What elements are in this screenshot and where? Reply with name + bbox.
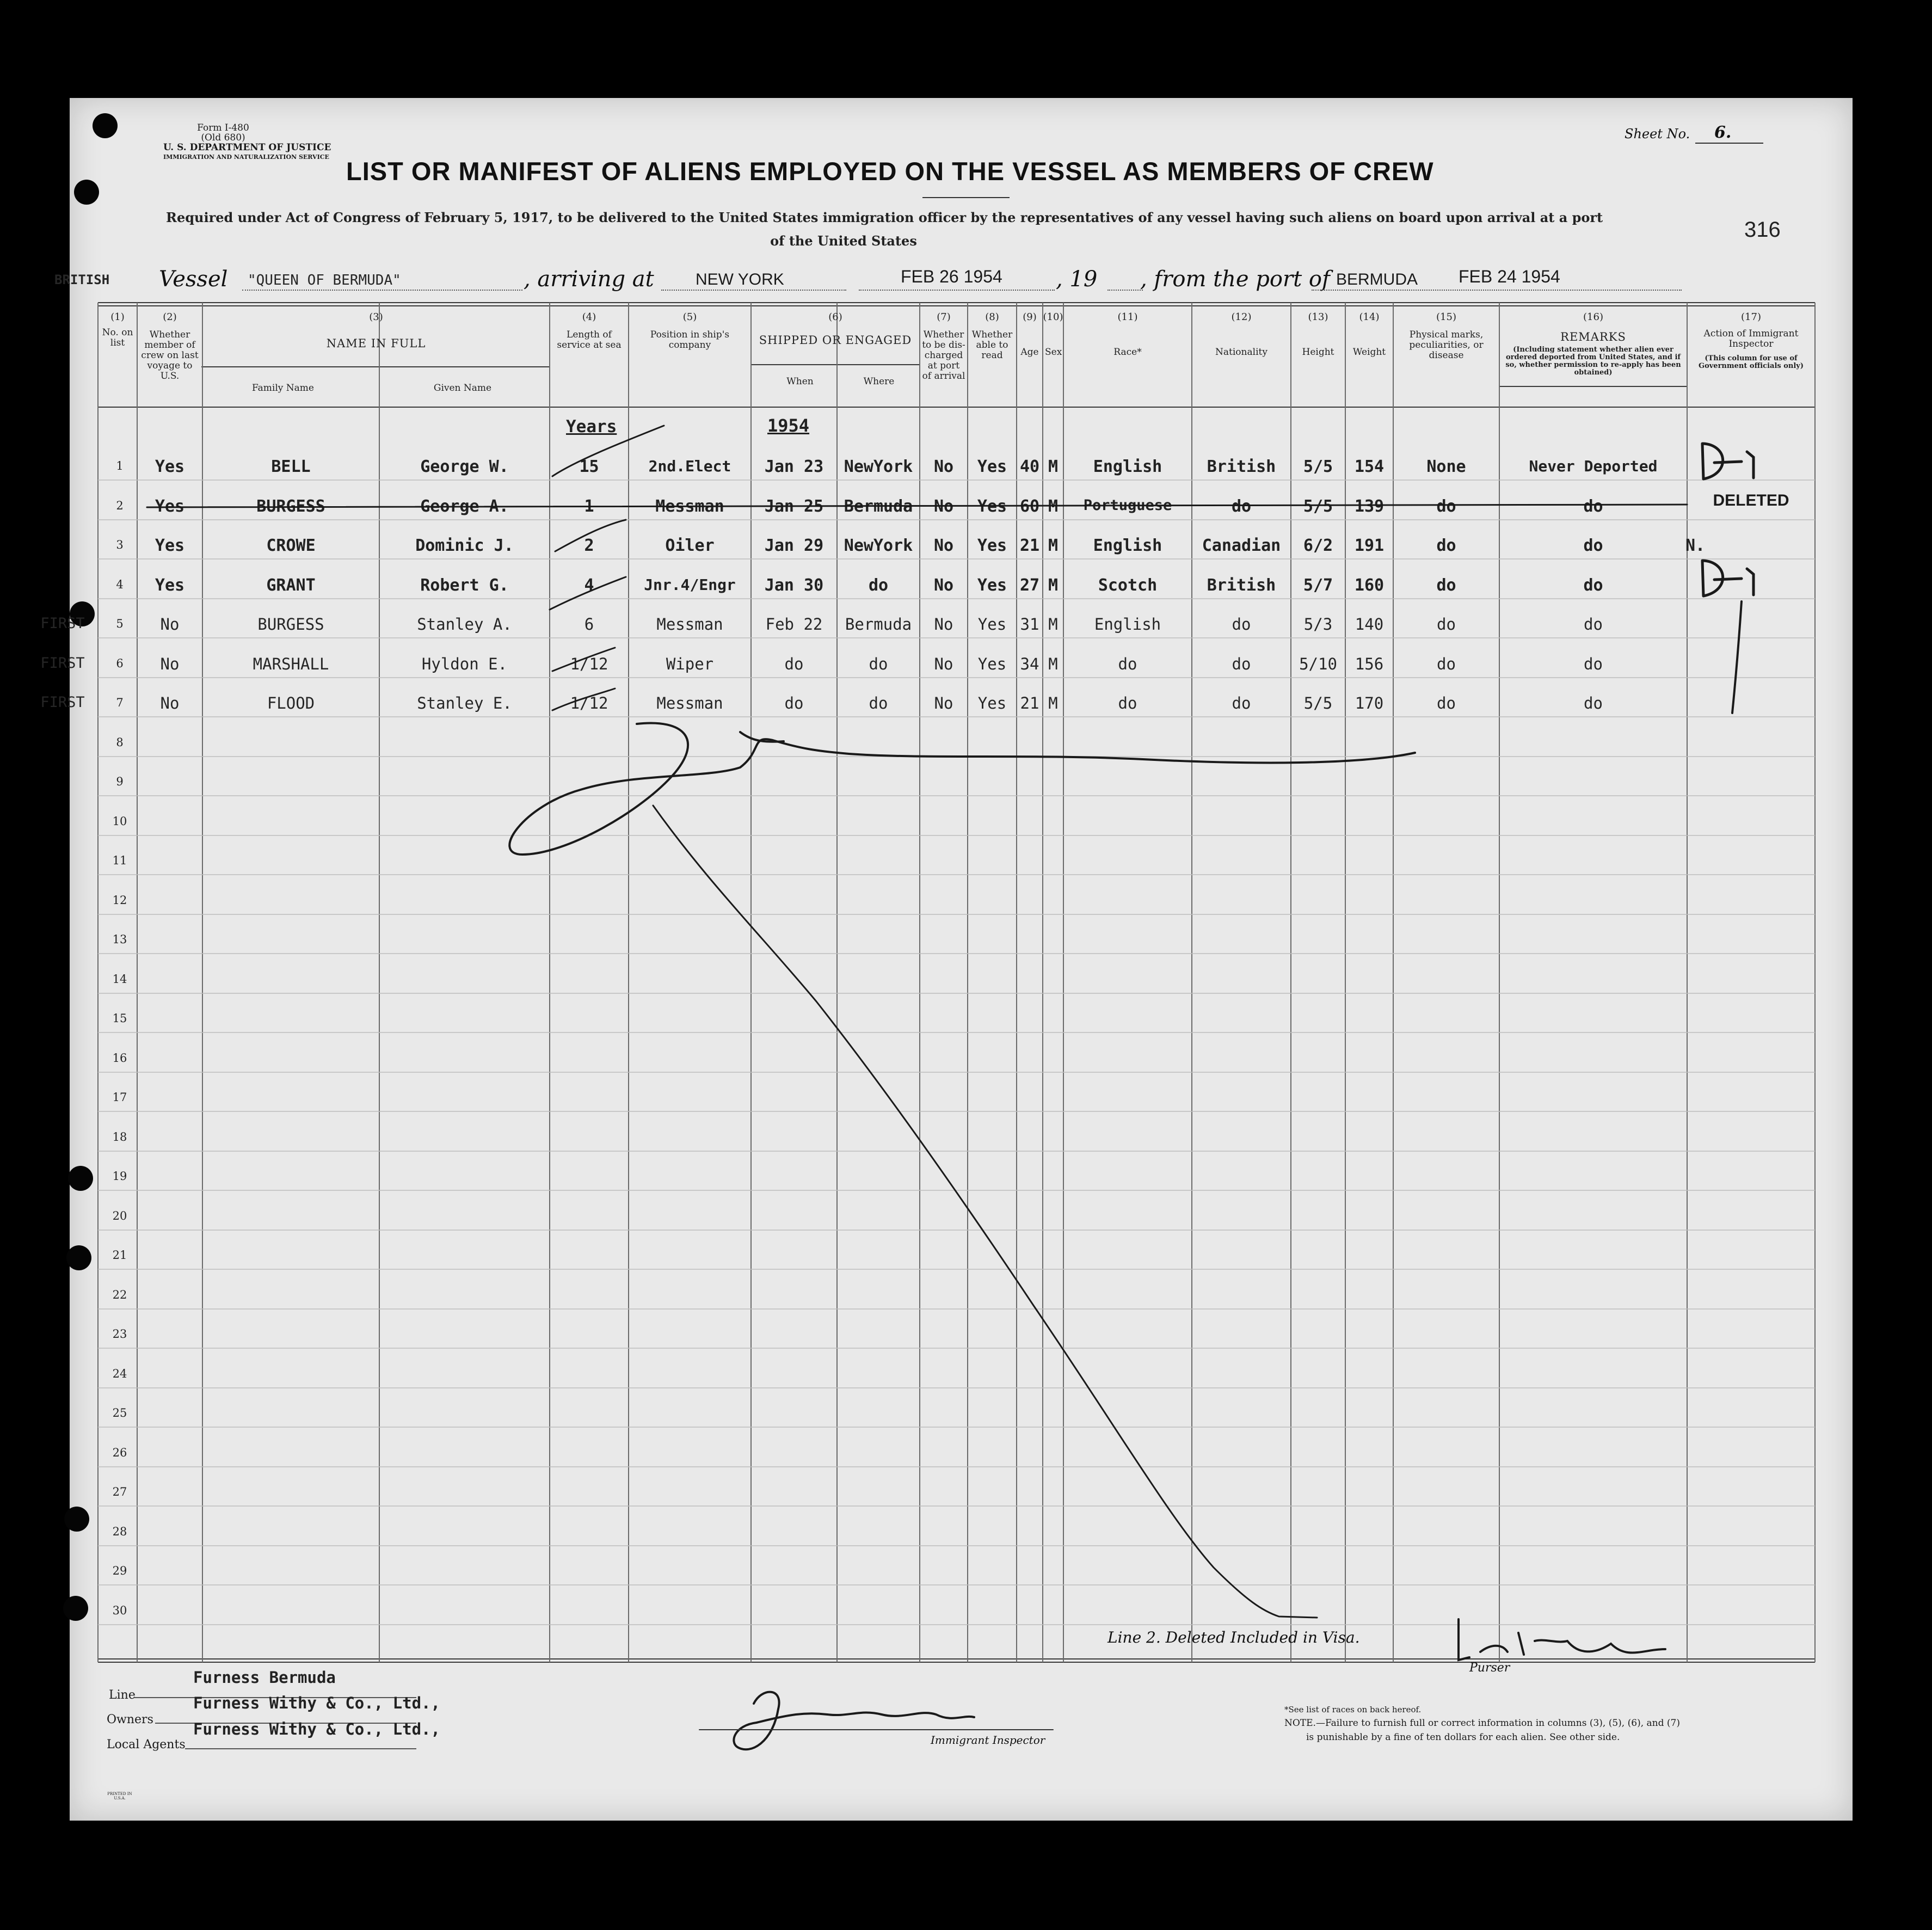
cell-discharged: No [933, 497, 954, 516]
cell-family: MARSHALL [253, 655, 329, 673]
cell-when: do [784, 694, 804, 712]
cell-height: 5/5 [1303, 497, 1333, 516]
cell-discharged: No [933, 457, 954, 476]
column-header-label: Whether to be dis-charged at port of arrival [922, 329, 965, 382]
cell-where: do [868, 576, 889, 595]
row-number: 4 [116, 578, 124, 591]
empty-row-number: 14 [112, 973, 127, 986]
cell-race: do [1118, 694, 1137, 712]
cell-weight: 154 [1354, 457, 1385, 476]
cell-when: Jan 29 [764, 536, 824, 555]
row-number: 6 [116, 657, 124, 670]
column-number: (6) [828, 311, 842, 323]
column-header-label: No. on list [102, 327, 133, 348]
cell-read: Yes [977, 497, 1007, 516]
cell-read: Yes [977, 457, 1007, 476]
local-agents-label: Local Agents [107, 1738, 186, 1751]
empty-row-number: 27 [112, 1485, 127, 1498]
arrival-date: FEB 26 1954 [901, 267, 1002, 286]
cell-race: Scotch [1098, 576, 1158, 595]
column-number: (14) [1359, 311, 1380, 323]
empty-row-number: 28 [112, 1525, 127, 1538]
owners-value: Furness Withy & Co., Ltd., [193, 1694, 440, 1712]
cell-family: CROWE [266, 536, 316, 555]
cell-age: 60 [1019, 497, 1040, 516]
cell-when: Jan 25 [764, 497, 824, 516]
cell-discharged: No [934, 655, 953, 673]
cell-sex: M [1048, 655, 1058, 673]
cell-sex: M [1048, 576, 1059, 595]
row-number: 2 [116, 499, 124, 512]
old-form-number: (Old 680) [201, 132, 245, 143]
penalty-note-2: is punishable by a fine of ten dollars for each alien. See other side. [1306, 1732, 1620, 1743]
empty-row-number: 20 [112, 1209, 127, 1222]
cell-last-voyage: Yes [155, 536, 185, 555]
line-label: Line [109, 1688, 136, 1702]
where-header: Where [863, 376, 895, 387]
cell-where: Bermuda [845, 615, 912, 634]
cell-weight: 139 [1354, 497, 1385, 516]
column-number: (10) [1043, 311, 1063, 323]
empty-row-number: 11 [112, 854, 127, 867]
cell-given: Dominic J. [415, 536, 514, 555]
empty-row-number: 30 [112, 1604, 127, 1617]
cell-given: George W. [420, 457, 509, 476]
page-number: 316 [1744, 218, 1781, 242]
cell-where: do [869, 694, 888, 712]
purser-signature [1459, 1619, 1665, 1660]
action-mark-row-1 [1702, 444, 1753, 479]
cell-given: Stanley A. [417, 615, 512, 634]
cell-marks: do [1436, 536, 1456, 555]
cell-marks: do [1437, 615, 1456, 634]
column-header-note: (This column for use of Government officials only) [1698, 354, 1804, 370]
column-header-label: Position in ship's company [650, 329, 730, 351]
column-number: (1) [110, 311, 125, 323]
races-note: *See list of races on back hereof. [1284, 1705, 1422, 1714]
cell-age: 21 [1020, 694, 1039, 712]
year-label: , 19 [1056, 267, 1098, 292]
cell-remarks: Never Deported [1529, 457, 1658, 475]
diagonal-cancel-line [653, 806, 1317, 1618]
service-slash-7 [552, 689, 615, 710]
cell-given: Robert G. [420, 576, 509, 595]
cell-given: Hyldon E. [421, 655, 508, 673]
printer-mark: PRINTED IN U.S.A. [107, 1792, 132, 1800]
column-header-label: Whether member of crew on last voyage to U.S. [141, 329, 199, 382]
cell-last-voyage: No [160, 615, 180, 634]
cell-service: 15 [579, 457, 599, 476]
cell-sex: M [1048, 615, 1058, 634]
cell-read: Yes [977, 615, 1007, 634]
column-header-label: Length of service at sea [557, 329, 622, 351]
cell-nationality: Canadian [1202, 536, 1281, 555]
row-number: 3 [116, 538, 124, 551]
cell-where: do [869, 655, 888, 673]
row-number: 7 [116, 696, 124, 709]
cell-where: NewYork [844, 457, 913, 476]
cell-nationality: do [1232, 655, 1251, 673]
empty-row-number: 23 [112, 1327, 127, 1341]
purser-label: Purser [1469, 1661, 1510, 1675]
line-value: Furness Bermuda [193, 1668, 336, 1687]
cell-height: 5/5 [1303, 457, 1333, 476]
cell-position: Jnr.4/Engr [644, 576, 736, 594]
cell-height: 6/2 [1303, 536, 1333, 555]
row-number: 1 [116, 459, 124, 472]
subtitle-line2: of the United States [770, 233, 917, 249]
column-number: (16) [1583, 311, 1603, 323]
cell-weight: 140 [1355, 615, 1384, 634]
cell-read: Yes [977, 536, 1007, 555]
inspector-scribble [509, 723, 1415, 855]
column-header-label: Race* [1113, 347, 1142, 358]
empty-row-number: 16 [112, 1052, 127, 1065]
arriving-label: , arriving at [524, 267, 654, 292]
department-name: U. S. DEPARTMENT OF JUSTICE [163, 142, 331, 153]
column-header-label: Whether able to read [971, 329, 1013, 361]
from-port: BERMUDA [1336, 271, 1418, 288]
cell-nationality: do [1232, 694, 1251, 712]
column-header-note: (Including statement whether alien ever ordered deported from United States, and if so, whether permission to re-apply has been obtained) [1505, 346, 1681, 377]
cell-race: English [1093, 536, 1162, 555]
cell-age: 34 [1020, 655, 1039, 673]
service-slash-4 [550, 577, 626, 610]
cell-nationality: do [1231, 497, 1252, 516]
column-header-label: Age [1020, 347, 1039, 358]
cell-position: Messman [656, 694, 723, 712]
cell-service: 4 [584, 576, 594, 595]
cell-marks: do [1437, 655, 1456, 673]
empty-row-number: 19 [112, 1170, 127, 1183]
cell-remarks: do [1584, 615, 1603, 634]
cell-given: George A. [420, 497, 509, 516]
column-number: (4) [582, 311, 596, 323]
cell-family: BELL [271, 457, 311, 476]
cell-when: Feb 22 [765, 615, 823, 634]
column-header-label: Weight [1352, 347, 1386, 358]
empty-row-number: 18 [112, 1130, 127, 1144]
page-title: LIST OR MANIFEST OF ALIENS EMPLOYED ON THE VESSEL AS MEMBERS OF CREW [346, 157, 1434, 186]
subtitle-line1: Required under Act of Congress of February 5, 1917, to be delivered to the United States immigration officer by the representatives of any vessel having such aliens on board upon arrival at a port [166, 210, 1603, 225]
owners-label: Owners [107, 1713, 153, 1726]
cell-last-voyage: No [160, 655, 180, 673]
cell-age: 21 [1019, 536, 1040, 555]
cell-marks: None [1426, 457, 1466, 476]
service-slash-3 [555, 520, 626, 551]
column-number: (13) [1308, 311, 1328, 323]
cell-age: 31 [1020, 615, 1039, 634]
vessel-nationality: BRITISH [54, 272, 110, 287]
empty-row-number: 22 [112, 1288, 127, 1301]
empty-row-number: 15 [112, 1012, 127, 1025]
empty-row-number: 13 [112, 933, 127, 946]
empty-row-number: 9 [116, 775, 124, 788]
action-mark-text: N. [1685, 536, 1706, 555]
column-header-label: NAME IN FULL [326, 337, 426, 350]
cell-nationality: do [1232, 615, 1251, 634]
cell-last-voyage: Yes [155, 497, 185, 516]
cell-discharged: No [933, 536, 954, 555]
cell-remarks: do [1583, 536, 1603, 555]
empty-row-number: 25 [112, 1406, 127, 1419]
row-side-label: FIRST [40, 655, 85, 672]
cell-remarks: do [1584, 694, 1603, 712]
column-number: (3) [369, 311, 383, 323]
cell-race: Portuguese [1083, 497, 1172, 514]
immigrant-inspector-label: Immigrant Inspector [931, 1734, 1045, 1747]
cell-age: 40 [1019, 457, 1040, 476]
empty-row-number: 26 [112, 1446, 127, 1459]
handwritten-deletion-note: Line 2. Deleted Included in Visa. [1107, 1628, 1360, 1646]
cell-last-voyage: Yes [155, 457, 185, 476]
cell-last-voyage: Yes [155, 576, 185, 595]
year-unit: 1954 [767, 415, 810, 436]
service-name: IMMIGRATION AND NATURALIZATION SERVICE [163, 153, 329, 161]
cell-height: 5/7 [1303, 576, 1333, 595]
column-number: (17) [1741, 311, 1761, 323]
cell-where: Bermuda [844, 497, 913, 516]
service-slash-1 [552, 426, 664, 476]
cell-remarks: do [1584, 655, 1603, 673]
cell-family: FLOOD [267, 694, 315, 712]
service-unit-years: Years [566, 417, 617, 437]
cell-race: do [1118, 655, 1137, 673]
empty-row-number: 8 [116, 736, 124, 749]
cell-family: BURGESS [257, 615, 324, 634]
local-agents-value: Furness Withy & Co., Ltd., [193, 1720, 440, 1738]
cell-when: do [784, 655, 804, 673]
cell-position: Wiper [666, 655, 714, 673]
column-number: (2) [163, 311, 177, 323]
cell-service: 1/12 [570, 694, 608, 712]
from-label: , from the port of [1140, 267, 1330, 292]
cell-weight: 156 [1355, 655, 1384, 673]
column-header-label: Physical marks, peculiarities, or disease [1409, 329, 1484, 361]
cell-family: GRANT [266, 576, 316, 595]
empty-row-number: 17 [112, 1091, 127, 1104]
row-side-label: FIRST [40, 694, 85, 711]
row-2-strikethrough [147, 505, 1687, 507]
cell-position: Messman [656, 615, 723, 634]
cell-sex: M [1048, 694, 1058, 712]
cell-discharged: No [933, 576, 954, 595]
cell-height: 5/5 [1303, 694, 1333, 712]
cell-when: Jan 30 [764, 576, 824, 595]
empty-row-number: 24 [112, 1367, 127, 1380]
column-header-label: SHIPPED OR ENGAGED [759, 334, 912, 347]
cell-marks: do [1436, 497, 1456, 516]
action-mark-row-4 [1702, 561, 1753, 596]
row-number: 5 [116, 617, 124, 630]
empty-row-number: 29 [112, 1564, 127, 1577]
cell-remarks: do [1583, 497, 1603, 516]
cell-given: Stanley E. [417, 694, 512, 712]
local-agents-underline [185, 1748, 416, 1749]
column-number: (11) [1117, 311, 1138, 323]
column-header-label: Height [1302, 347, 1334, 358]
service-slash-6 [552, 648, 615, 671]
column-number: (12) [1231, 311, 1252, 323]
empty-row-number: 12 [112, 894, 127, 907]
cell-discharged: No [934, 615, 953, 634]
cell-service: 1 [584, 497, 594, 516]
cell-nationality: British [1207, 576, 1276, 595]
column-header-label: Sex [1045, 347, 1062, 358]
cell-when: Jan 23 [764, 457, 824, 476]
column-header-label: REMARKS [1560, 330, 1626, 343]
sheet-label: Sheet No. [1625, 126, 1690, 142]
cell-sex: M [1048, 457, 1059, 476]
family-name-header: Family Name [252, 383, 314, 394]
action-vertical-mark [1732, 601, 1742, 713]
cell-height: 5/10 [1299, 655, 1337, 673]
cell-weight: 160 [1354, 576, 1385, 595]
cell-height: 5/3 [1303, 615, 1333, 634]
cell-family: BURGESS [256, 497, 325, 516]
action-deleted-stamp: DELETED [1713, 491, 1789, 509]
when-header: When [786, 376, 814, 387]
cell-age: 27 [1019, 576, 1040, 595]
cell-nationality: British [1207, 457, 1276, 476]
cell-service: 6 [584, 615, 594, 634]
cell-last-voyage: No [160, 694, 180, 712]
cell-race: English [1094, 615, 1161, 634]
column-number: (9) [1023, 311, 1037, 323]
cell-read: Yes [977, 694, 1007, 712]
empty-row-number: 10 [112, 815, 127, 828]
penalty-note-1: NOTE.—Failure to furnish full or correct information in columns (3), (5), (6), and (7) [1284, 1718, 1680, 1729]
cell-race: English [1093, 457, 1162, 476]
cell-service: 2 [584, 536, 594, 555]
cell-read: Yes [977, 655, 1007, 673]
cell-position: Oiler [665, 536, 715, 555]
empty-row-number: 21 [112, 1249, 127, 1262]
column-number: (5) [682, 311, 697, 323]
cell-sex: M [1048, 497, 1059, 516]
column-header-label: Action of Immigrant Inspector [1703, 328, 1799, 349]
column-header-label: Nationality [1215, 347, 1268, 358]
cell-weight: 170 [1355, 694, 1384, 712]
vessel-label: Vessel [159, 267, 228, 292]
cell-position: Messman [655, 497, 724, 516]
cell-marks: do [1437, 694, 1456, 712]
cell-remarks: do [1583, 576, 1603, 595]
given-name-header: Given Name [433, 383, 492, 394]
form-number: Form I-480 [197, 122, 249, 133]
departure-date: FEB 24 1954 [1459, 267, 1560, 286]
arriving-port: NEW YORK [696, 271, 784, 288]
column-number: (7) [937, 311, 951, 323]
cell-read: Yes [977, 576, 1007, 595]
cell-sex: M [1048, 536, 1059, 555]
cell-position: 2nd.Elect [648, 457, 731, 475]
sheet-number: 6. [1714, 123, 1732, 142]
row-side-label: FIRST [40, 615, 85, 632]
cell-where: NewYork [844, 536, 913, 555]
column-number: (15) [1436, 311, 1456, 323]
column-number: (8) [985, 311, 999, 323]
vessel-name: "QUEEN OF BERMUDA" [248, 272, 401, 288]
cell-weight: 191 [1354, 536, 1385, 555]
cell-discharged: No [934, 694, 953, 712]
cell-service: 1/12 [570, 655, 608, 673]
cell-marks: do [1436, 576, 1456, 595]
